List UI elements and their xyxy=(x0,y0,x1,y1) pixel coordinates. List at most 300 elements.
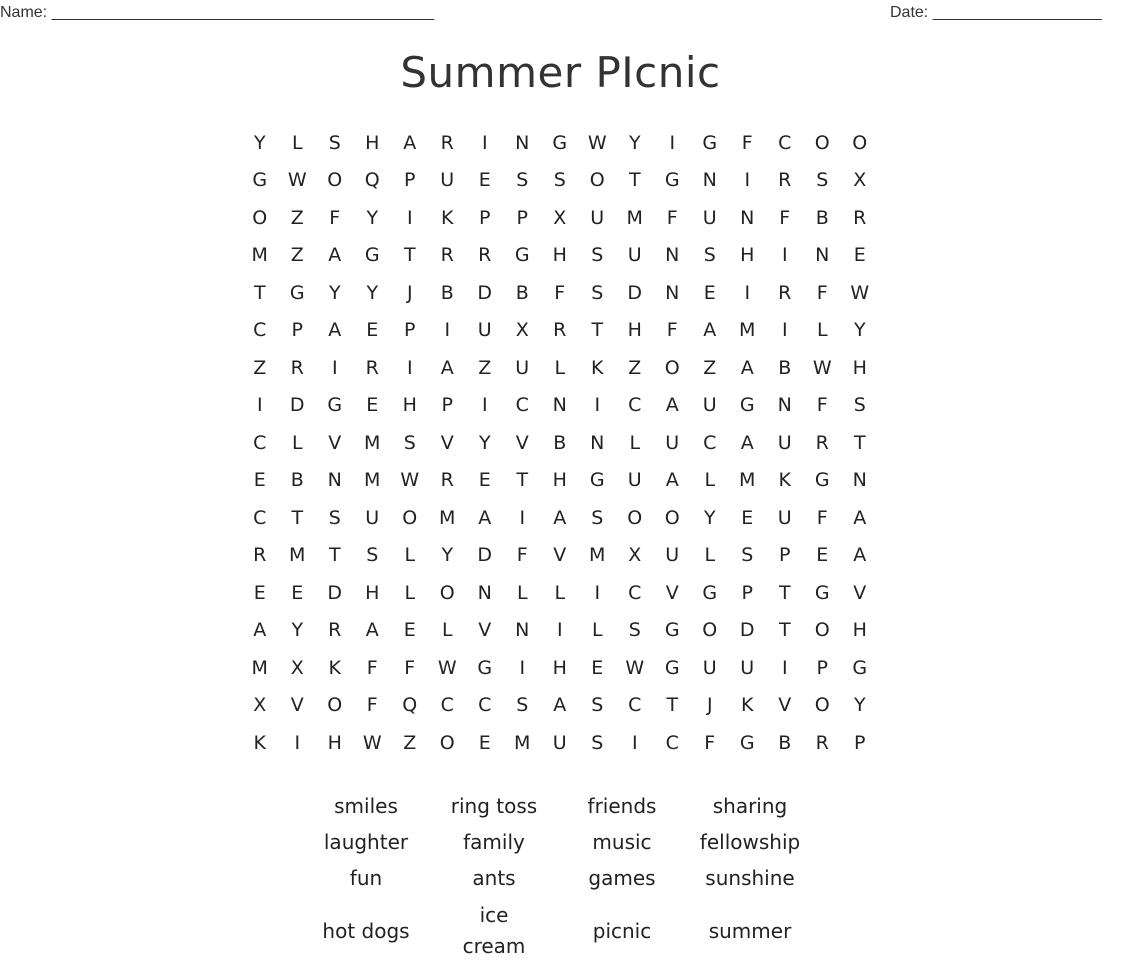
grid-letter: M xyxy=(364,431,381,454)
grid-letter: A xyxy=(403,131,417,154)
grid-letter: I xyxy=(481,131,488,154)
grid-letter: G xyxy=(327,394,343,417)
grid-letter: C xyxy=(253,506,267,529)
grid-letter: V xyxy=(515,431,529,454)
grid-letter: P xyxy=(779,544,791,567)
grid-letter: P xyxy=(854,731,866,754)
grid-letter: Q xyxy=(364,169,380,192)
grid-letter: W xyxy=(850,281,870,304)
grid-letter: O xyxy=(589,169,605,192)
grid-letter: I xyxy=(444,319,451,342)
grid-letter: Y xyxy=(366,206,379,229)
grid-letter: E xyxy=(478,169,491,192)
grid-letter: A xyxy=(553,694,567,717)
grid-letter: S xyxy=(553,169,566,192)
grid-letter: W xyxy=(587,131,607,154)
grid-letter: U xyxy=(590,206,605,229)
grid-letter: Y xyxy=(441,544,454,567)
word-bank-item: fellowship xyxy=(699,829,801,854)
grid-letter: C xyxy=(253,431,267,454)
grid-letter: U xyxy=(740,656,755,679)
grid-letter: Y xyxy=(853,694,866,717)
grid-letter: T xyxy=(778,581,791,604)
grid-letter: S xyxy=(591,694,604,717)
grid-letter: S xyxy=(741,544,754,567)
grid-letter: F xyxy=(329,206,341,229)
grid-letter: S xyxy=(628,619,641,642)
grid-letter: P xyxy=(479,206,491,229)
grid-letter: T xyxy=(516,469,529,492)
grid-letter: I xyxy=(631,731,638,754)
grid-letter: J xyxy=(406,281,413,304)
grid-letter: S xyxy=(403,431,416,454)
grid-letter: A xyxy=(665,469,679,492)
grid-letter: Y xyxy=(253,131,266,154)
grid-letter: S xyxy=(816,169,829,192)
grid-letter: N xyxy=(702,169,717,192)
grid-letter: R xyxy=(478,244,492,267)
grid-letter: K xyxy=(441,206,454,229)
grid-letter: F xyxy=(366,694,378,717)
grid-letter: I xyxy=(294,731,301,754)
grid-letter: U xyxy=(702,394,717,417)
name-field-label: Name: ___________________________________________ xyxy=(0,4,435,21)
grid-letter: G xyxy=(664,169,680,192)
grid-letter: B xyxy=(440,281,454,304)
grid-letter: M xyxy=(251,656,268,679)
grid-letter: S xyxy=(591,506,604,529)
grid-letter: L xyxy=(816,319,828,342)
grid-letter: E xyxy=(853,244,866,267)
grid-letter: X xyxy=(515,319,529,342)
grid-letter: P xyxy=(741,581,753,604)
grid-letter: S xyxy=(328,131,341,154)
grid-letter: T xyxy=(628,169,641,192)
grid-letter: P xyxy=(404,319,416,342)
grid-letter: G xyxy=(289,281,305,304)
grid-letter: C xyxy=(440,694,454,717)
grid-letter: X xyxy=(253,694,267,717)
grid-letter: A xyxy=(365,619,379,642)
grid-letter: V xyxy=(478,619,492,642)
grid-letter: F xyxy=(516,544,528,567)
grid-letter: Z xyxy=(478,356,492,379)
grid-letter: O xyxy=(402,506,418,529)
grid-letter: I xyxy=(556,619,563,642)
grid-letter: R xyxy=(440,244,454,267)
grid-letter: O xyxy=(814,694,830,717)
grid-letter: L xyxy=(704,544,716,567)
grid-letter: R xyxy=(853,206,867,229)
word-bank-item: music xyxy=(592,829,652,854)
grid-letter: B xyxy=(290,469,304,492)
grid-letter: W xyxy=(362,731,382,754)
word-bank-item: friends xyxy=(587,793,657,818)
grid-letter: Q xyxy=(402,694,418,717)
grid-letter: Z xyxy=(628,356,642,379)
grid-letter: F xyxy=(666,319,678,342)
grid-letter: A xyxy=(478,506,492,529)
grid-letter: S xyxy=(853,394,866,417)
grid-letter: I xyxy=(744,169,751,192)
grid-letter: O xyxy=(852,131,868,154)
word-bank-item: picnic xyxy=(592,918,652,943)
grid-letter: U xyxy=(702,206,717,229)
grid-letter: R xyxy=(440,131,454,154)
grid-letter: S xyxy=(328,506,341,529)
grid-letter: D xyxy=(289,394,305,417)
grid-letter: Y xyxy=(628,131,641,154)
grid-letter: M xyxy=(589,544,606,567)
grid-letter: N xyxy=(852,469,867,492)
grid-letter: C xyxy=(665,731,679,754)
grid-letter: H xyxy=(552,469,567,492)
grid-letter: R xyxy=(328,619,342,642)
grid-letter: E xyxy=(478,469,491,492)
grid-letter: D xyxy=(739,619,755,642)
grid-letter: A xyxy=(853,544,867,567)
grid-letter: P xyxy=(404,169,416,192)
grid-letter: P xyxy=(816,656,828,679)
grid-letter: X xyxy=(628,544,642,567)
word-bank-item: summer xyxy=(708,918,792,943)
grid-letter: Z xyxy=(703,356,717,379)
grid-letter: U xyxy=(665,431,680,454)
grid-letter: A xyxy=(253,619,267,642)
grid-letter: G xyxy=(739,394,755,417)
grid-letter: N xyxy=(515,131,530,154)
grid-letter: V xyxy=(853,581,867,604)
date-field-label: Date: ___________________ xyxy=(890,4,1102,21)
grid-letter: G xyxy=(364,244,380,267)
grid-letter: F xyxy=(741,131,753,154)
grid-letter: H xyxy=(627,319,642,342)
grid-letter: G xyxy=(552,131,568,154)
grid-letter: G xyxy=(477,656,493,679)
grid-letter: G xyxy=(514,244,530,267)
grid-letter: X xyxy=(553,206,567,229)
grid-letter: I xyxy=(256,394,263,417)
grid-letter: C xyxy=(778,131,792,154)
grid-letter: I xyxy=(519,656,526,679)
grid-letter: M xyxy=(626,206,643,229)
grid-letter: H xyxy=(552,656,567,679)
grid-letter: Y xyxy=(853,319,866,342)
grid-letter: L xyxy=(404,581,416,604)
grid-letter: F xyxy=(404,656,416,679)
grid-letter: S xyxy=(366,544,379,567)
grid-letter: K xyxy=(253,731,266,754)
grid-letter: B xyxy=(515,281,529,304)
grid-letter: N xyxy=(740,206,755,229)
grid-letter: A xyxy=(853,506,867,529)
word-bank-item: smiles xyxy=(334,793,398,818)
grid-letter: F xyxy=(704,731,716,754)
grid-letter: I xyxy=(519,506,526,529)
grid-letter: I xyxy=(406,206,413,229)
grid-letter: A xyxy=(328,319,342,342)
grid-letter: R xyxy=(553,319,567,342)
grid-letter: V xyxy=(553,544,567,567)
grid-letter: R xyxy=(815,731,829,754)
grid-letter: D xyxy=(477,544,493,567)
grid-letter: N xyxy=(515,619,530,642)
grid-letter: B xyxy=(553,431,567,454)
grid-letter: G xyxy=(739,731,755,754)
grid-letter: P xyxy=(516,206,528,229)
grid-letter: O xyxy=(814,619,830,642)
letter-grid xyxy=(241,124,879,762)
grid-letter: I xyxy=(481,394,488,417)
grid-letter: E xyxy=(291,581,304,604)
grid-letter: F xyxy=(554,281,566,304)
grid-letter: N xyxy=(477,581,492,604)
grid-letter: K xyxy=(778,469,791,492)
grid-letter: H xyxy=(365,131,380,154)
grid-letter: Z xyxy=(253,356,267,379)
grid-letter: O xyxy=(627,506,643,529)
grid-letter: Y xyxy=(703,506,716,529)
grid-letter: F xyxy=(816,394,828,417)
grid-letter: U xyxy=(477,319,492,342)
page-title: Summer PIcnic xyxy=(400,48,721,97)
grid-letter: T xyxy=(291,506,304,529)
grid-letter: N xyxy=(665,244,680,267)
grid-letter: H xyxy=(552,244,567,267)
grid-letter: C xyxy=(253,319,267,342)
grid-letter: M xyxy=(439,506,456,529)
grid-letter: O xyxy=(664,356,680,379)
grid-letter: L xyxy=(404,544,416,567)
grid-letter: H xyxy=(402,394,417,417)
grid-letter: E xyxy=(253,581,266,604)
grid-letter: F xyxy=(816,281,828,304)
grid-letter: L xyxy=(629,431,641,454)
grid-letter: G xyxy=(814,581,830,604)
grid-letter: V xyxy=(290,694,304,717)
grid-letter: K xyxy=(741,694,754,717)
word-bank-item: hot dogs xyxy=(322,918,410,943)
grid-letter: D xyxy=(327,581,343,604)
grid-letter: R xyxy=(365,356,379,379)
grid-letter: M xyxy=(251,244,268,267)
grid-letter: N xyxy=(327,469,342,492)
grid-letter: O xyxy=(439,581,455,604)
grid-letter: G xyxy=(814,469,830,492)
grid-letter: A xyxy=(553,506,567,529)
grid-letter: I xyxy=(669,131,676,154)
grid-letter: F xyxy=(816,506,828,529)
grid-letter: B xyxy=(778,731,792,754)
grid-letter: L xyxy=(516,581,528,604)
grid-letter: G xyxy=(702,131,718,154)
grid-letter: D xyxy=(477,281,493,304)
grid-letter: E xyxy=(253,469,266,492)
word-bank xyxy=(302,788,814,966)
grid-letter: L xyxy=(704,469,716,492)
grid-letter: O xyxy=(702,619,718,642)
grid-letter: V xyxy=(328,431,342,454)
grid-letter: T xyxy=(253,281,266,304)
grid-letter: U xyxy=(440,169,455,192)
grid-letter: S xyxy=(703,244,716,267)
grid-letter: R xyxy=(440,469,454,492)
word-bank-item: family xyxy=(463,829,525,854)
grid-letter: C xyxy=(478,694,492,717)
grid-letter: O xyxy=(814,131,830,154)
grid-letter: R xyxy=(253,544,267,567)
grid-letter: E xyxy=(478,731,491,754)
grid-letter: D xyxy=(627,281,643,304)
grid-letter: F xyxy=(366,656,378,679)
grid-letter: A xyxy=(703,319,717,342)
grid-letter: G xyxy=(664,656,680,679)
grid-letter: X xyxy=(853,169,867,192)
grid-letter: U xyxy=(552,731,567,754)
grid-letter: I xyxy=(781,656,788,679)
grid-letter: K xyxy=(328,656,341,679)
grid-letter: U xyxy=(777,431,792,454)
grid-letter: N xyxy=(777,394,792,417)
grid-letter: T xyxy=(778,619,791,642)
grid-letter: R xyxy=(815,431,829,454)
grid-letter: S xyxy=(516,694,529,717)
grid-letter: U xyxy=(627,469,642,492)
grid-letter: A xyxy=(440,356,454,379)
grid-letter: C xyxy=(703,431,717,454)
grid-letter: R xyxy=(778,281,792,304)
grid-letter: O xyxy=(327,169,343,192)
grid-letter: T xyxy=(403,244,416,267)
grid-letter: T xyxy=(328,544,341,567)
grid-letter: R xyxy=(290,356,304,379)
grid-letter: W xyxy=(812,356,832,379)
grid-letter: L xyxy=(291,431,303,454)
grid-letter: M xyxy=(289,544,306,567)
grid-letter: M xyxy=(514,731,531,754)
grid-letter: L xyxy=(291,131,303,154)
grid-letter: X xyxy=(290,656,304,679)
grid-letter: E xyxy=(366,319,379,342)
grid-letter: G xyxy=(252,169,268,192)
grid-letter: F xyxy=(666,206,678,229)
grid-letter: C xyxy=(515,394,529,417)
grid-letter: T xyxy=(666,694,679,717)
grid-letter: U xyxy=(627,244,642,267)
grid-letter: A xyxy=(740,431,754,454)
grid-letter: V xyxy=(440,431,454,454)
grid-letter: M xyxy=(739,469,756,492)
grid-letter: E xyxy=(591,656,604,679)
grid-letter: H xyxy=(327,731,342,754)
grid-letter: C xyxy=(628,694,642,717)
grid-letter: M xyxy=(364,469,381,492)
grid-letter: S xyxy=(591,731,604,754)
grid-letter: U xyxy=(777,506,792,529)
grid-letter: A xyxy=(740,356,754,379)
grid-letter: U xyxy=(665,544,680,567)
grid-letter: O xyxy=(327,694,343,717)
grid-letter: Z xyxy=(290,206,304,229)
grid-letter: S xyxy=(516,169,529,192)
grid-letter: L xyxy=(591,619,603,642)
grid-letter: L xyxy=(554,356,566,379)
grid-letter: H xyxy=(852,619,867,642)
grid-letter: T xyxy=(591,319,604,342)
grid-letter: N xyxy=(665,281,680,304)
grid-letter: E xyxy=(703,281,716,304)
grid-letter: H xyxy=(740,244,755,267)
grid-letter: E xyxy=(816,544,829,567)
grid-letter: I xyxy=(406,356,413,379)
grid-letter: Y xyxy=(291,619,304,642)
grid-letter: Z xyxy=(290,244,304,267)
grid-letter: N xyxy=(815,244,830,267)
grid-letter: Y xyxy=(478,431,491,454)
grid-letter: R xyxy=(778,169,792,192)
grid-letter: T xyxy=(853,431,866,454)
grid-letter: C xyxy=(628,581,642,604)
grid-letter: Y xyxy=(328,281,341,304)
grid-letter: J xyxy=(706,694,713,717)
grid-letter: V xyxy=(778,694,792,717)
grid-letter: U xyxy=(702,656,717,679)
grid-letter: B xyxy=(778,356,792,379)
grid-letter: F xyxy=(779,206,791,229)
grid-letter: O xyxy=(664,506,680,529)
grid-letter: G xyxy=(702,581,718,604)
grid-letter: M xyxy=(739,319,756,342)
grid-letter: S xyxy=(591,244,604,267)
grid-letter: L xyxy=(441,619,453,642)
grid-letter: G xyxy=(589,469,605,492)
grid-letter: N xyxy=(590,431,605,454)
grid-letter: I xyxy=(781,319,788,342)
grid-letter: Y xyxy=(366,281,379,304)
grid-letter: L xyxy=(554,581,566,604)
grid-letter: G xyxy=(852,656,868,679)
grid-letter: A xyxy=(665,394,679,417)
word-bank-item: fun xyxy=(349,865,383,890)
grid-letter: H xyxy=(365,581,380,604)
grid-letter: A xyxy=(328,244,342,267)
grid-letter: I xyxy=(744,281,751,304)
grid-letter: U xyxy=(515,356,530,379)
grid-letter: P xyxy=(291,319,303,342)
grid-letter: B xyxy=(815,206,829,229)
grid-letter: W xyxy=(287,169,307,192)
grid-letter: I xyxy=(331,356,338,379)
grid-letter: I xyxy=(594,581,601,604)
grid-letter: H xyxy=(852,356,867,379)
grid-letter: O xyxy=(252,206,268,229)
word-bank-item: games xyxy=(588,865,656,890)
grid-letter: I xyxy=(594,394,601,417)
grid-letter: E xyxy=(366,394,379,417)
grid-letter: C xyxy=(628,394,642,417)
grid-letter: W xyxy=(400,469,420,492)
grid-letter: I xyxy=(781,244,788,267)
grid-letter: G xyxy=(664,619,680,642)
word-bank-item: ring toss xyxy=(450,793,538,818)
grid-letter: V xyxy=(665,581,679,604)
word-bank-item: ants xyxy=(472,865,516,890)
grid-letter: W xyxy=(437,656,457,679)
word-bank-item: sharing xyxy=(712,793,788,818)
grid-letter: O xyxy=(439,731,455,754)
grid-letter: N xyxy=(552,394,567,417)
grid-letter: E xyxy=(403,619,416,642)
